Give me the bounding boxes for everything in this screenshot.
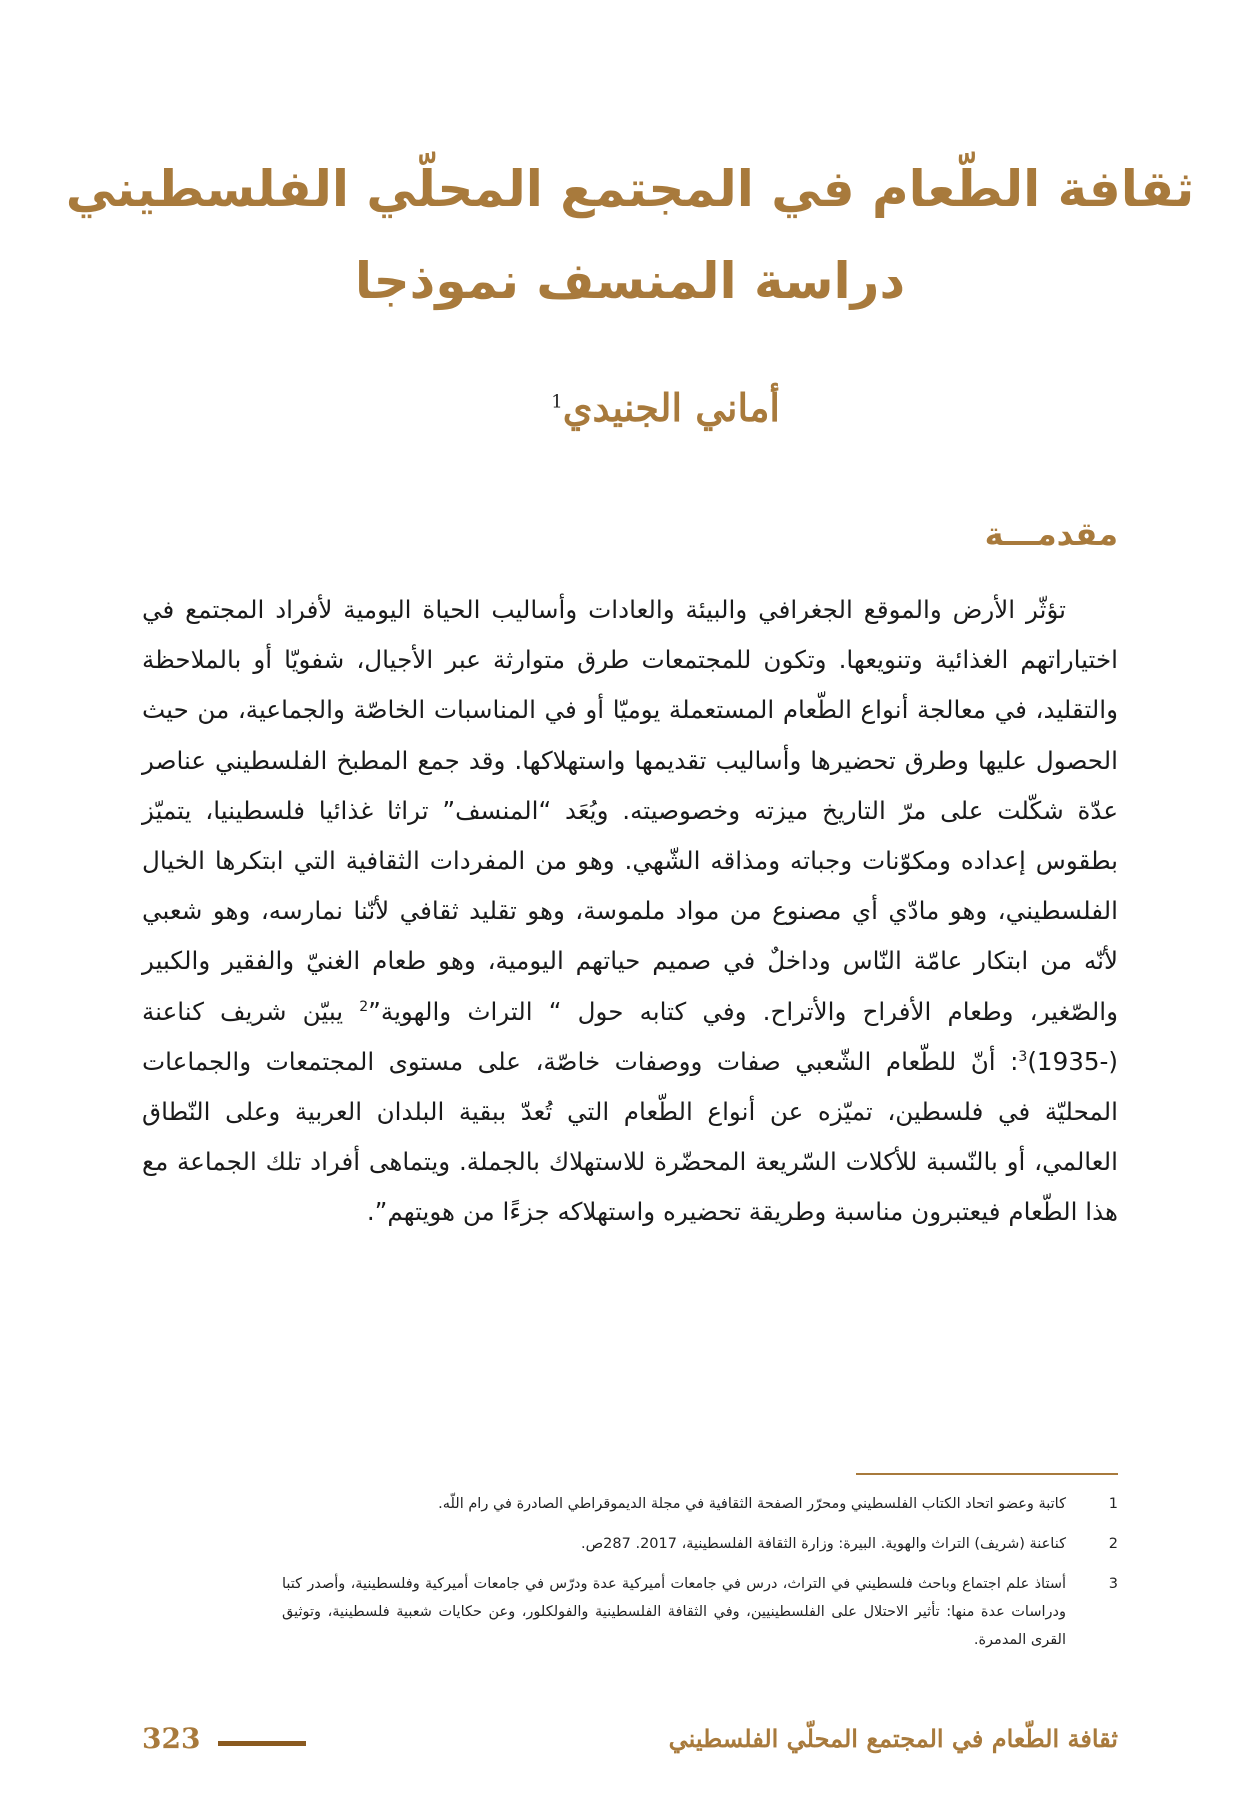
author-name bbox=[551, 385, 780, 430]
footnote-number: 2 bbox=[1108, 1536, 1118, 1552]
article-title-line-1: ثقافة الطّعام في المجتمع المحلّي الفلسطيني bbox=[65, 160, 1195, 218]
running-footer bbox=[142, 1722, 1118, 1762]
body-text bbox=[142, 585, 1118, 1238]
footnote-item bbox=[142, 1570, 1118, 1654]
footnotes bbox=[142, 1490, 1118, 1666]
footnote-number: 1 bbox=[1108, 1496, 1118, 1512]
article-title-line-2: دراسة المنسف نموذجا bbox=[354, 252, 906, 310]
body-segment-2: يبيّن شريف كناعنة (-1935) bbox=[142, 996, 1118, 1076]
footnote-text: كاتبة وعضو اتحاد الكتاب الفلسطيني ومحرّر الصفحة الثقافية في مجلة الديموقراطي الصادرة في رام اللّه. bbox=[438, 1496, 1066, 1512]
author-name-text: أماني الجنيدي bbox=[562, 385, 780, 430]
body-paragraph bbox=[142, 585, 1118, 1238]
running-footer-title: ثقافة الطّعام في المجتمع المحلّي الفلسطيني bbox=[668, 1724, 1118, 1753]
body-segment-3: : أنّ للطّعام الشّعبي صفات ووصفات خاصّة، على مستوى المجتمعات والجماعات المحليّة في فلسطين، تميّزه عن أنواع الطّعام التي تُعدّ ببقية البلدان العربية وعلى النّطاق العالمي، أو بالنّسبة للأكلات السّريعة المحضّرة للاستهلاك بالجملة. ويتماهى أفراد تلك الجماعة مع هذا الطّعام فيعتبرون مناسبة وطريقة تحضيره واستهلاكه جزءًا من هويتهم”. bbox=[142, 1046, 1118, 1227]
author-footnote-marker[interactable]: 1 bbox=[551, 391, 563, 413]
footnote-item bbox=[142, 1530, 1118, 1558]
footnote-ref-3[interactable]: 3 bbox=[1018, 1048, 1028, 1065]
body-segment-1: تؤثّر الأرض والموقع الجغرافي والبيئة والعادات وأساليب الحياة اليومية لأفراد المجتمع في اختياراتهم الغذائية وتنويعها. وتكون للمجتمعات طرق متوارثة عبر الأجيال، شفويّا أو بالملاحظة والتقليد، في معالجة أنواع الطّعام المستعملة يوميّا أو في المناسبات الخاصّة والجماعية، من حيث الحصول عليها وطرق تحضيرها وأساليب تقديمها واستهلاكها. وقد جمع المطبخ الفلسطيني عناصر عدّة شكّلت على مرّ التاريخ ميزته وخصوصيته. ويُعَد “المنسف” تراثا غذائيا فلسطينيا، يتميّز بطقوس إعداده ومكوّنات وجباته ومذاقه الشّهي. وهو من المفردات الثقافية التي ابتكرها الخيال الفلسطيني، وهو مادّي أي مصنوع من مواد ملموسة، وهو تقليد ثقافي لأنّنا نمارسه، وهو شعبي لأنّه من ابتكار عامّة النّاس وداخلٌ في صميم حياتهم اليومية، وهو طعام الغنيّ والفقير والكبير والصّغير، وطعام الأفراح والأتراح. وفي كتابه حول “ التراث والهوية” bbox=[142, 595, 1118, 1026]
footnote-number: 3 bbox=[1108, 1576, 1118, 1592]
page-number: 323 bbox=[142, 1722, 201, 1755]
footnote-separator bbox=[856, 1473, 1118, 1475]
footer-decorative-bar bbox=[218, 1741, 306, 1746]
footnote-text: كناعنة (شريف) التراث والهوية. البيرة: وزارة الثقافة الفلسطينية، 2017. 287ص. bbox=[581, 1536, 1066, 1552]
footnote-ref-2[interactable]: 2 bbox=[359, 998, 369, 1015]
footnote-item bbox=[142, 1490, 1118, 1518]
section-heading-introduction: مقدمـــة bbox=[984, 515, 1118, 553]
footnote-text: أستاذ علم اجتماع وباحث فلسطيني في التراث، درس في جامعات أميركية عدة ودرّس في جامعات أميركية وفلسطينية، وأصدر كتبا ودراسات عدة منها: تأثير الاحتلال على الفلسطينيين، وفي الثقافة الفلسطينية والفولكلور، وعن حكايات شعبية فلسطينية، وتوثيق القرى المدمرة. bbox=[282, 1576, 1066, 1648]
